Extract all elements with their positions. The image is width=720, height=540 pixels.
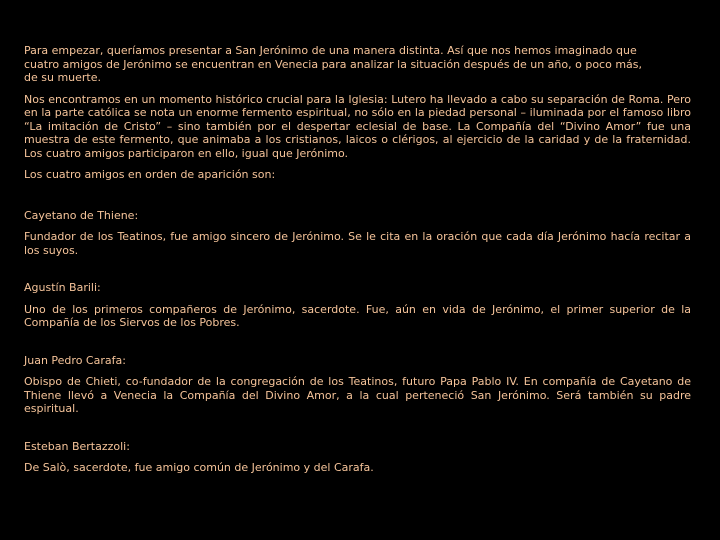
friend-desc-1: Fundador de los Teatinos, fue amigo sincero de Jerónimo. Se le cita en la oración que cada día Jerónimo hacía recitar a los suyos.: [24, 230, 691, 257]
spacer: [24, 367, 691, 375]
friend-name-3: Juan Pedro Carafa:: [24, 353, 126, 367]
friend-desc-2: Uno de los primeros compañeros de Jerónimo, sacerdote. Fue, aún en vida de Jerónimo, el primer superior de la Compañía de los Siervos de los Pobres.: [24, 302, 691, 329]
spacer: [24, 257, 691, 281]
friend-desc-3: Obispo de Chieti, co-fundador de la congregación de los Teatinos, futuro Papa Pablo IV. En compañía de Cayetano de Thiene llevó a Venecia la Compañía del Divino Amor, a la cual perteneció San Jerónimo. Será también su padre espiritual.: [24, 375, 691, 415]
spacer: [24, 160, 691, 168]
friend-name-2: Agustín Barili:: [24, 281, 101, 294]
spacer: [24, 182, 691, 209]
friend-name-4: Esteban Bertazzoli:: [24, 439, 130, 453]
friend-name-1: Cayetano de Thiene:: [24, 208, 139, 222]
spacer: [24, 85, 691, 93]
intro-paragraph-1: Para empezar, queríamos presentar a San Jerónimo de una manera distinta. Así que nos hemos imaginado que cuatro amigos de Jerónimo se encuentran en Venecia para analizar la situación después de un año, o poco más, de su muerte.: [24, 44, 643, 84]
slide-text-body: [24, 44, 691, 475]
intro-paragraph-3: Los cuatro amigos en orden de aparición son:: [24, 168, 276, 181]
spacer: [24, 295, 691, 303]
spacer: [24, 222, 691, 230]
spacer: [24, 416, 691, 440]
spacer: [24, 453, 691, 461]
friend-desc-4: De Salò, sacerdote, fue amigo común de Jerónimo y del Carafa.: [24, 461, 374, 474]
spacer: [24, 330, 691, 354]
intro-paragraph-2: Nos encontramos en un momento histórico crucial para la Iglesia: Lutero ha llevado a cabo su separación de Roma. Pero en la parte católica se nota un enorme fermento espiritual, no sólo en la piedad personal – iluminada por el famoso libro “La imitación de Cristo” – sino también por el despertar eclesial de base. La Compañía del “Divino Amor” fue una muestra de este fermento, que animaba a los cristianos, laicos o clérigos, al ejercicio de la caridad y de la fraternidad. Los cuatro amigos participaron en ello, igual que Jerónimo.: [24, 92, 691, 160]
